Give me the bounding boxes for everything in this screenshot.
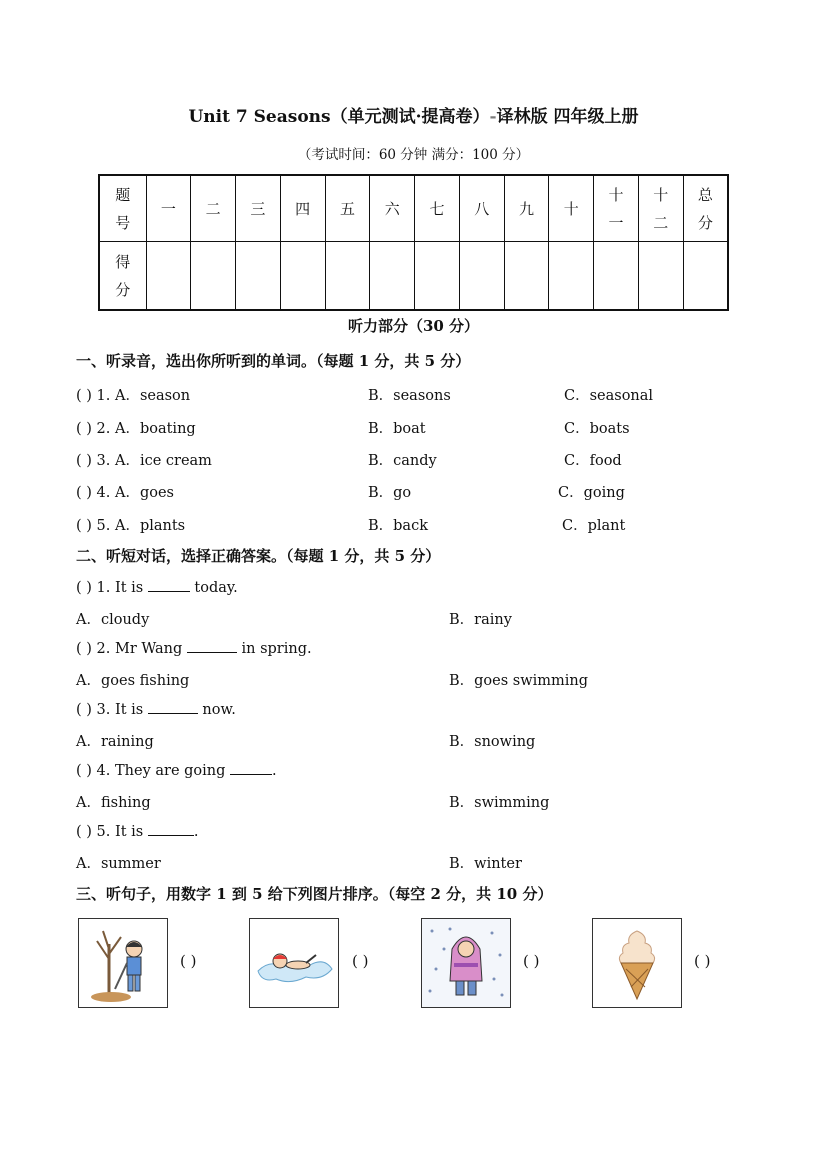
question-item: ( ) 4. They are going .: [76, 763, 277, 779]
section2-heading: 二、听短对话，选择正确答案。（每题 1 分，共 5 分）: [76, 547, 441, 565]
score-cell[interactable]: [683, 242, 728, 311]
question-item: ( ) 5. It is .: [76, 824, 199, 840]
col-header: 十 一: [594, 175, 639, 242]
score-cell[interactable]: [146, 242, 191, 311]
score-cell[interactable]: [594, 242, 639, 311]
score-table: [98, 174, 729, 311]
option-b: B．boat: [368, 421, 426, 437]
option-a: A．fishing: [76, 795, 151, 811]
option-c: C．plant: [562, 518, 626, 534]
option-b: B．seasons: [368, 388, 451, 404]
option-a: A．summer: [76, 856, 161, 872]
option-a: A．raining: [76, 734, 154, 750]
col-header: 四: [280, 175, 325, 242]
option-b: B．snowing: [449, 734, 536, 750]
answer-paren[interactable]: ( ): [694, 952, 711, 970]
col-header: 十: [549, 175, 594, 242]
score-cell[interactable]: [638, 242, 683, 311]
option-c: C．going: [558, 485, 625, 501]
score-cell[interactable]: [370, 242, 415, 311]
option-c: C．food: [564, 453, 622, 469]
col-header: 八: [459, 175, 504, 242]
score-cell[interactable]: [549, 242, 594, 311]
boy-planting-tree-picture: [78, 918, 168, 1008]
answer-paren[interactable]: ( ): [523, 952, 540, 970]
section1-heading: 一、听录音，选出你所听到的单词。（每题 1 分，共 5 分）: [76, 352, 471, 370]
col-header: 总 分: [683, 175, 728, 242]
question-item: ( ) 3. A．ice cream: [76, 453, 212, 469]
option-b: B．go: [368, 485, 412, 501]
score-cell[interactable]: [504, 242, 549, 311]
score-table-header-row: [99, 175, 728, 242]
question-item: ( ) 4. A．goes: [76, 485, 174, 501]
col-header: 五: [325, 175, 370, 242]
score-cell[interactable]: [280, 242, 325, 311]
header-label-cell: 题 号: [99, 175, 146, 242]
listening-heading: 听力部分（30 分）: [347, 317, 480, 335]
option-b: B．winter: [449, 856, 522, 872]
exam-info: （考试时间：60 分钟 满分：100 分）: [297, 147, 530, 163]
option-b: B．back: [368, 518, 428, 534]
option-c: C．boats: [564, 421, 630, 437]
score-label-cell: 得 分: [99, 242, 146, 311]
option-c: C．seasonal: [564, 388, 654, 404]
score-table-score-row: [99, 242, 728, 311]
section3-heading: 三、听句子，用数字 1 到 5 给下列图片排序。（每空 2 分，共 10 分）: [76, 885, 553, 903]
page-title: Unit 7 Seasons（单元测试·提高卷）-译林版 四年级上册: [188, 107, 639, 127]
score-cell[interactable]: [325, 242, 370, 311]
col-header: 二: [191, 175, 236, 242]
ice-cream-picture: [592, 918, 682, 1008]
col-header: 七: [415, 175, 460, 242]
answer-paren[interactable]: ( ): [180, 952, 197, 970]
col-header: 十 二: [638, 175, 683, 242]
option-a: A．cloudy: [76, 612, 150, 628]
question-item: ( ) 3. It is now.: [76, 702, 236, 718]
girl-in-snow-picture: [421, 918, 511, 1008]
option-a: A．goes fishing: [76, 673, 190, 689]
question-item: ( ) 1. It is today.: [76, 580, 238, 596]
score-cell[interactable]: [236, 242, 281, 311]
col-header: 九: [504, 175, 549, 242]
score-cell[interactable]: [459, 242, 504, 311]
question-item: ( ) 2. Mr Wang in spring.: [76, 641, 312, 657]
question-item: ( ) 2. A．boating: [76, 421, 196, 437]
question-item: ( ) 1. A．season: [76, 388, 191, 404]
option-b: B．goes swimming: [449, 673, 589, 689]
option-b: B．candy: [368, 453, 437, 469]
col-header: 一: [146, 175, 191, 242]
option-b: B．swimming: [449, 795, 550, 811]
answer-paren[interactable]: ( ): [352, 952, 369, 970]
col-header: 六: [370, 175, 415, 242]
question-item: ( ) 5. A．plants: [76, 518, 186, 534]
col-header: 三: [236, 175, 281, 242]
score-cell[interactable]: [191, 242, 236, 311]
option-b: B．rainy: [449, 612, 512, 628]
score-cell[interactable]: [415, 242, 460, 311]
boy-swimming-picture: [249, 918, 339, 1008]
